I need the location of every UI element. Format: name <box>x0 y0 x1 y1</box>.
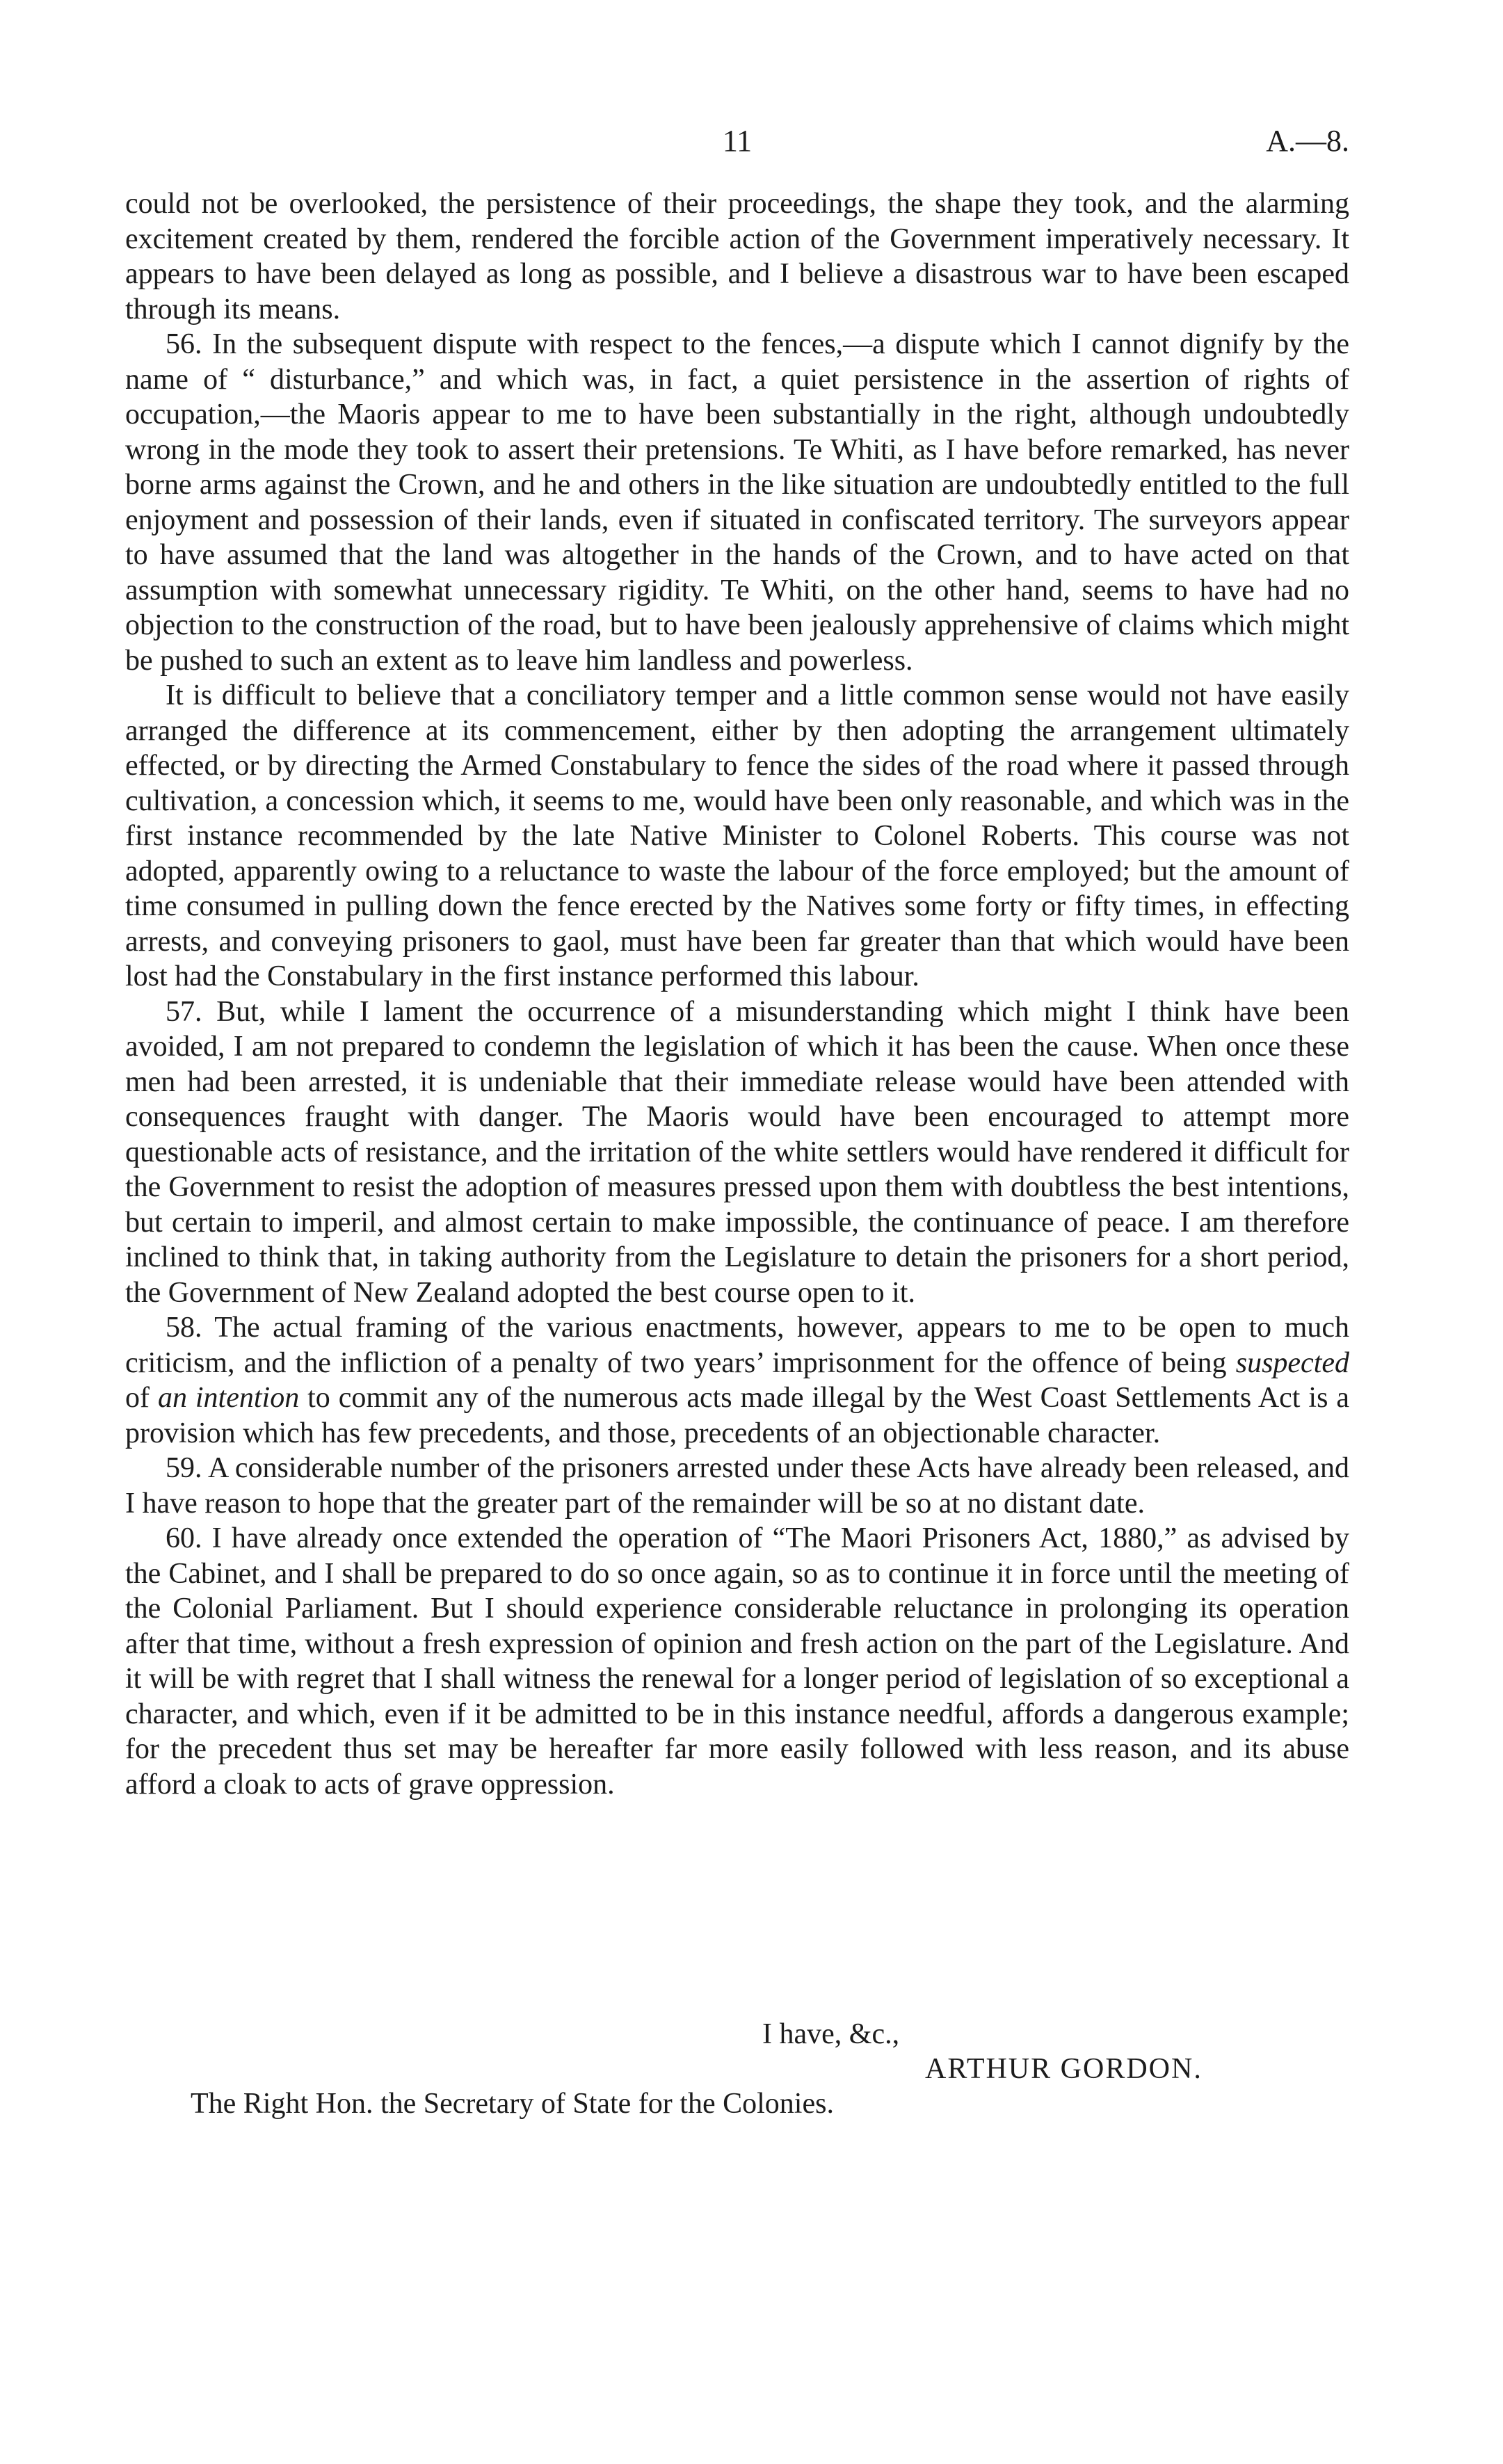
paragraph-59: 59. A considerable number of the prisoners arrested under these Acts have already been released, and I have reason to hope that the greater part of the remainder will be so at no distant date. <box>125 1452 1349 1520</box>
paragraph-58 <box>125 1310 1349 1451</box>
paragraph-continuation: could not be overlooked, the persistence of their proceedings, the shape they took, and the alarming excitement created by them, rendered the forcible action of the Government imperatively necessary. It appears to have been delayed as long as possible, and I believe a disastrous war to have been escaped through its means. <box>125 188 1349 325</box>
italic-suspected: suspected <box>1235 1346 1350 1379</box>
body-text <box>125 186 1349 1802</box>
paragraph-60: 60. I have already once extended the operation of “The Maori Prisoners Act, 1880,” as advised by the Cabinet, and I shall be prepared to do so once again, so as to continue it in force until the meeting of the Colonial Parliament. But I should experience considerable reluctance in prolonging its operation after that time, without a fresh expression of opinion and fresh action on the part of the Legislature. And it will be with regret that I shall witness the renewal for a longer period of legislation of so exceptional a character, and which, even if it be admitted to be in this instance needful, affords a dangerous example; for the precedent thus set may be hereafter far more easily followed with less reason, and its abuse afford a cloak to acts of grave oppression. <box>125 1522 1349 1801</box>
paragraph-56-continued: It is difficult to believe that a conciliatory temper and a little common sense would not have easily arranged the difference at its commencement, either by then adopting the arrangement ultimately effected, or by directing the Armed Constabulary to fence the sides of the road where it passed through cultivation, a concession which, it seems to me, would have been only reasonable, and which was in the first instance recommended by the late Native Minister to Colonel Roberts. This course was not adopted, apparently owing to a reluctance to waste the labour of the force employed; but the amount of time consumed in pulling down the fence erected by the Natives some forty or fifty times, in effecting arrests, and conveying prisoners to gaol, must have been far greater than that which would have been lost had the Constabulary in the first instance performed this labour. <box>125 679 1349 992</box>
paragraph-58-rest: to commit any of the numerous acts made illegal by the West Coast Settlements Act is a provision which has few precedents, and those, precedents of an objectionable character. <box>125 1382 1349 1449</box>
paragraph-58-text: 58. The actual framing of the various enactments, however, appears to me to be open to much criticism, and the infliction of a penalty of two years’ imprisonment for the offence of being <box>125 1312 1349 1379</box>
paragraph-57: 57. But, while I lament the occurrence of a misunderstanding which might I think have been avoided, I am not prepared to condemn the legislation of which it has been the cause. When once these men had been arrested, it is undeniable that their immediate release would have been attended with consequences fraught with danger. The Maoris would have been encouraged to attempt more questionable acts of resistance, and the irritation of the white settlers would have rendered it difficult for the Government to resist the adoption of measures pressed upon them with doubtless the best intentions, but certain to imperil, and almost certain to make impossible, the continuance of peace. I am therefore inclined to think that, in taking authority from the Legislature to detain the prisoners for a short period, the Government of New Zealand adopted the best course open to it. <box>125 995 1349 1309</box>
document-reference: A.—8. <box>1266 124 1349 158</box>
page-number: 11 <box>722 124 753 158</box>
paragraph-58-of: of <box>125 1382 150 1414</box>
signature: ARTHUR GORDON. <box>925 2053 1203 2085</box>
paragraph-56: 56. In the subsequent dispute with respect to the fences,—a dispute which I cannot dignify by the name of “ disturbance,” and which was, in fact, a quiet persistence in the assertion of rights of occupation,—the Maoris appear to me to have been substantially in the right, although undoubtedly wrong in the mode they took to assert their pretensions. Te Whiti, as I have before remarked, has never borne arms against the Crown, and he and others in the like situation are undoubtedly entitled to the full enjoyment and possession of their lands, even if situated in confiscated territory. The surveyors appear to have assumed that the land was altogether in the hands of the Crown, and to have acted on that assumption with somewhat unnecessary rigidity. Te Whiti, on the other hand, seems to have had no objection to the construction of the road, but to have been jealously apprehensive of claims which might be pushed to such an extent as to leave him landless and powerless. <box>125 328 1349 677</box>
italic-an-intention: an intention <box>157 1382 300 1414</box>
addressee: The Right Hon. the Secretary of State for the Colonies. <box>191 2088 834 2120</box>
salutation: I have, &c., <box>762 2018 900 2050</box>
page-header <box>125 117 1349 166</box>
